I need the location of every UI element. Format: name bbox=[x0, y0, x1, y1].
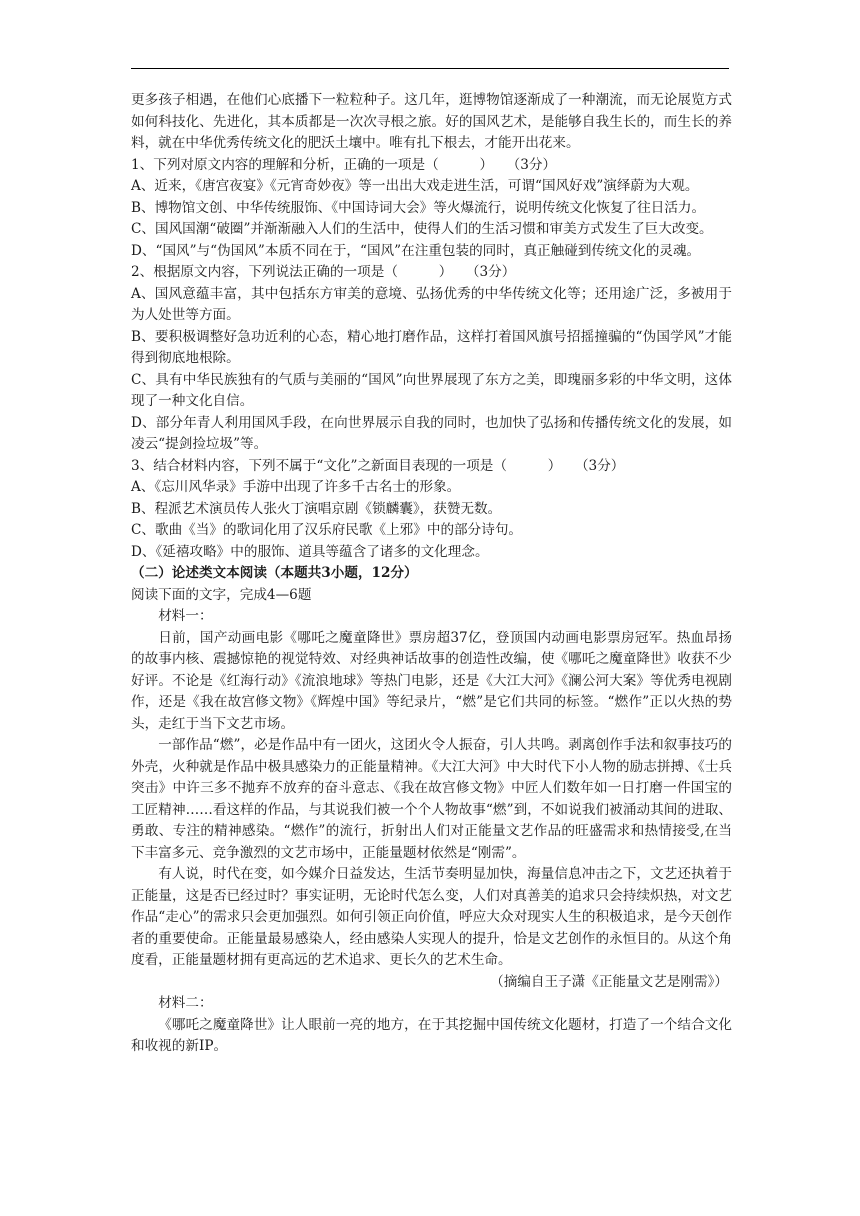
question-2-option-c: C、具有中华民族独有的气质与美丽的“国风”向世界展现了东方之美，即瑰丽多彩的中华文明，这体现了一种文化自信。 bbox=[131, 371, 732, 409]
section-heading: （二）论述类文本阅读（本题共3小题，12分） bbox=[131, 565, 418, 581]
question-3-option-a: A、《忘川风华录》手游中出现了许多千古名士的形象。 bbox=[131, 479, 461, 495]
header-rule bbox=[131, 68, 729, 69]
question-2-option-b: B、要积极调整好急功近利的心态，精心地打磨作品，这样打着国风旗号招摇撞骗的“伪国学风”才能得到彻底地根除。 bbox=[131, 328, 732, 366]
question-3-option-d: D、《延禧攻略》中的服饰、道具等蕴含了诸多的文化理念。 bbox=[131, 543, 489, 560]
material-1-source: （摘编自王子潇《正能量文艺是刚需》） bbox=[490, 973, 728, 990]
question-1-option-a: A、近来，《唐宫夜宴》《元宵奇妙夜》等一出出大戏走进生活，可谓“国风好戏”演绎蔚为大观。 bbox=[131, 178, 699, 194]
question-3-option-b: B、程派艺术演员传人张火丁演唱京剧《锁麟囊》，获赞无数。 bbox=[131, 500, 502, 517]
reading-instruction: 阅读下面的文字，完成4—6题 bbox=[131, 586, 312, 603]
material-1-label: 材料一： bbox=[158, 608, 213, 624]
question-1-stem: 1、下列对原文内容的理解和分析，正确的一项是（ ） （3分） bbox=[131, 156, 557, 173]
question-1-option-d: D、“国风”与“伪国风”本质不同在于，“国风”在注重包装的同时，真正触碰到传统文化的灵魂。 bbox=[131, 242, 701, 259]
intro-paragraph: 更多孩子相遇，在他们心底播下一粒粒种子。这几年，逛博物馆逐渐成了一种潮流，而无论展览方式如何科技化、先进化，其本质都是一次次寻根之旅。好的国风艺术，是能够自我生长的，而生长的养料，就在中华优秀传统文化的肥沃土壤中。唯有扎下根去，才能开出花来。 bbox=[131, 92, 732, 151]
question-2-option-d: D、部分年青人利用国风手段，在向世界展示自我的同时，也加快了弘扬和传播传统文化的发展，如凌云“提剑捡垃圾”等。 bbox=[131, 414, 732, 452]
question-3-option-c: C、歌曲《当》的歌词化用了汉乐府民歌《上邪》中的部分诗句。 bbox=[131, 522, 523, 538]
material-1-paragraph-1: 日前，国产动画电影《哪吒之魔童降世》票房超37亿，登顶国内动画电影票房冠军。热血昂扬的故事内核、震撼惊艳的视觉特效、对经典神话故事的创造性改编，使《哪吒之魔童降世》收获不少好评。不论是《红海行动》《流浪地球》等热门电影，还是《大江大河》《澜公河大案》等优秀电视剧作，还是《我在故宫修文物》《辉煌中国》等纪录片，“燃”是它们共同的标签。“燃作”正以火热的势头，走红于当下文艺市场。 bbox=[131, 629, 732, 732]
material-2-paragraph-1: 《哪吒之魔童降世》让人眼前一亮的地方，在于其挖掘中国传统文化题材，打造了一个结合文化和收视的新IP。 bbox=[131, 1016, 732, 1054]
material-2-label: 材料二： bbox=[158, 995, 213, 1011]
question-2-stem: 2、根据原文内容，下列说法正确的一项是（ ） （3分） bbox=[131, 264, 516, 280]
document-page bbox=[131, 90, 732, 1058]
question-1-option-b: B、博物馆文创、中华传统服饰、《中国诗词大会》等火爆流行，说明传统文化恢复了往日活力。 bbox=[131, 199, 706, 216]
question-3-stem: 3、结合材料内容，下列不属于“文化”之新面目表现的一项是（ ） （3分） bbox=[131, 457, 625, 474]
material-1-paragraph-3: 有人说，时代在变，如今媒介日益发达，生活节奏明显加快，海量信息冲击之下，文艺还执着于正能量，这是否已经过时？事实证明，无论时代怎么变，人们对真善美的追求只会持续炽热，对文艺作品“走心”的需求只会更加强烈。如何引领正向价值，呼应大众对现实人生的积极追求，是今天创作者的重要使命。正能量最易感染人，经由感染人实现人的提升，恰是文艺创作的永恒目的。从这个角度看，正能量题材拥有更高远的艺术追求、更长久的艺术生命。 bbox=[131, 866, 732, 968]
question-2-option-a: A、国风意蕴丰富，其中包括东方审美的意境、弘扬优秀的中华传统文化等；还用途广泛，多被用于为人处世等方面。 bbox=[131, 285, 732, 323]
question-1-option-c: C、国风国潮“破圈”并渐渐融入人们的生活中，使得人们的生活习惯和审美方式发生了巨大改变。 bbox=[131, 221, 713, 237]
material-1-paragraph-2: 一部作品“燃”，必是作品中有一团火，这团火令人振奋，引人共鸣。剥离创作手法和叙事技巧的外壳，火种就是作品中极具感染力的正能量精神。《大江大河》中大时代下小人物的励志拼搏、《士兵突击》中许三多不抛弃不放弃的奋斗意志、《我在故宫修文物》中匠人们数年如一日打磨一件国宝的工匠精神……看这样的作品，与其说我们被一个个人物故事“燃”到，不如说我们被涌动其间的进取、勇敢、专注的精神感染。“燃作”的流行，折射出人们对正能量文艺作品的旺盛需求和热情接受,在当下丰富多元、竞争激烈的文艺市场中，正能量题材依然是“刚需”。 bbox=[131, 737, 732, 861]
